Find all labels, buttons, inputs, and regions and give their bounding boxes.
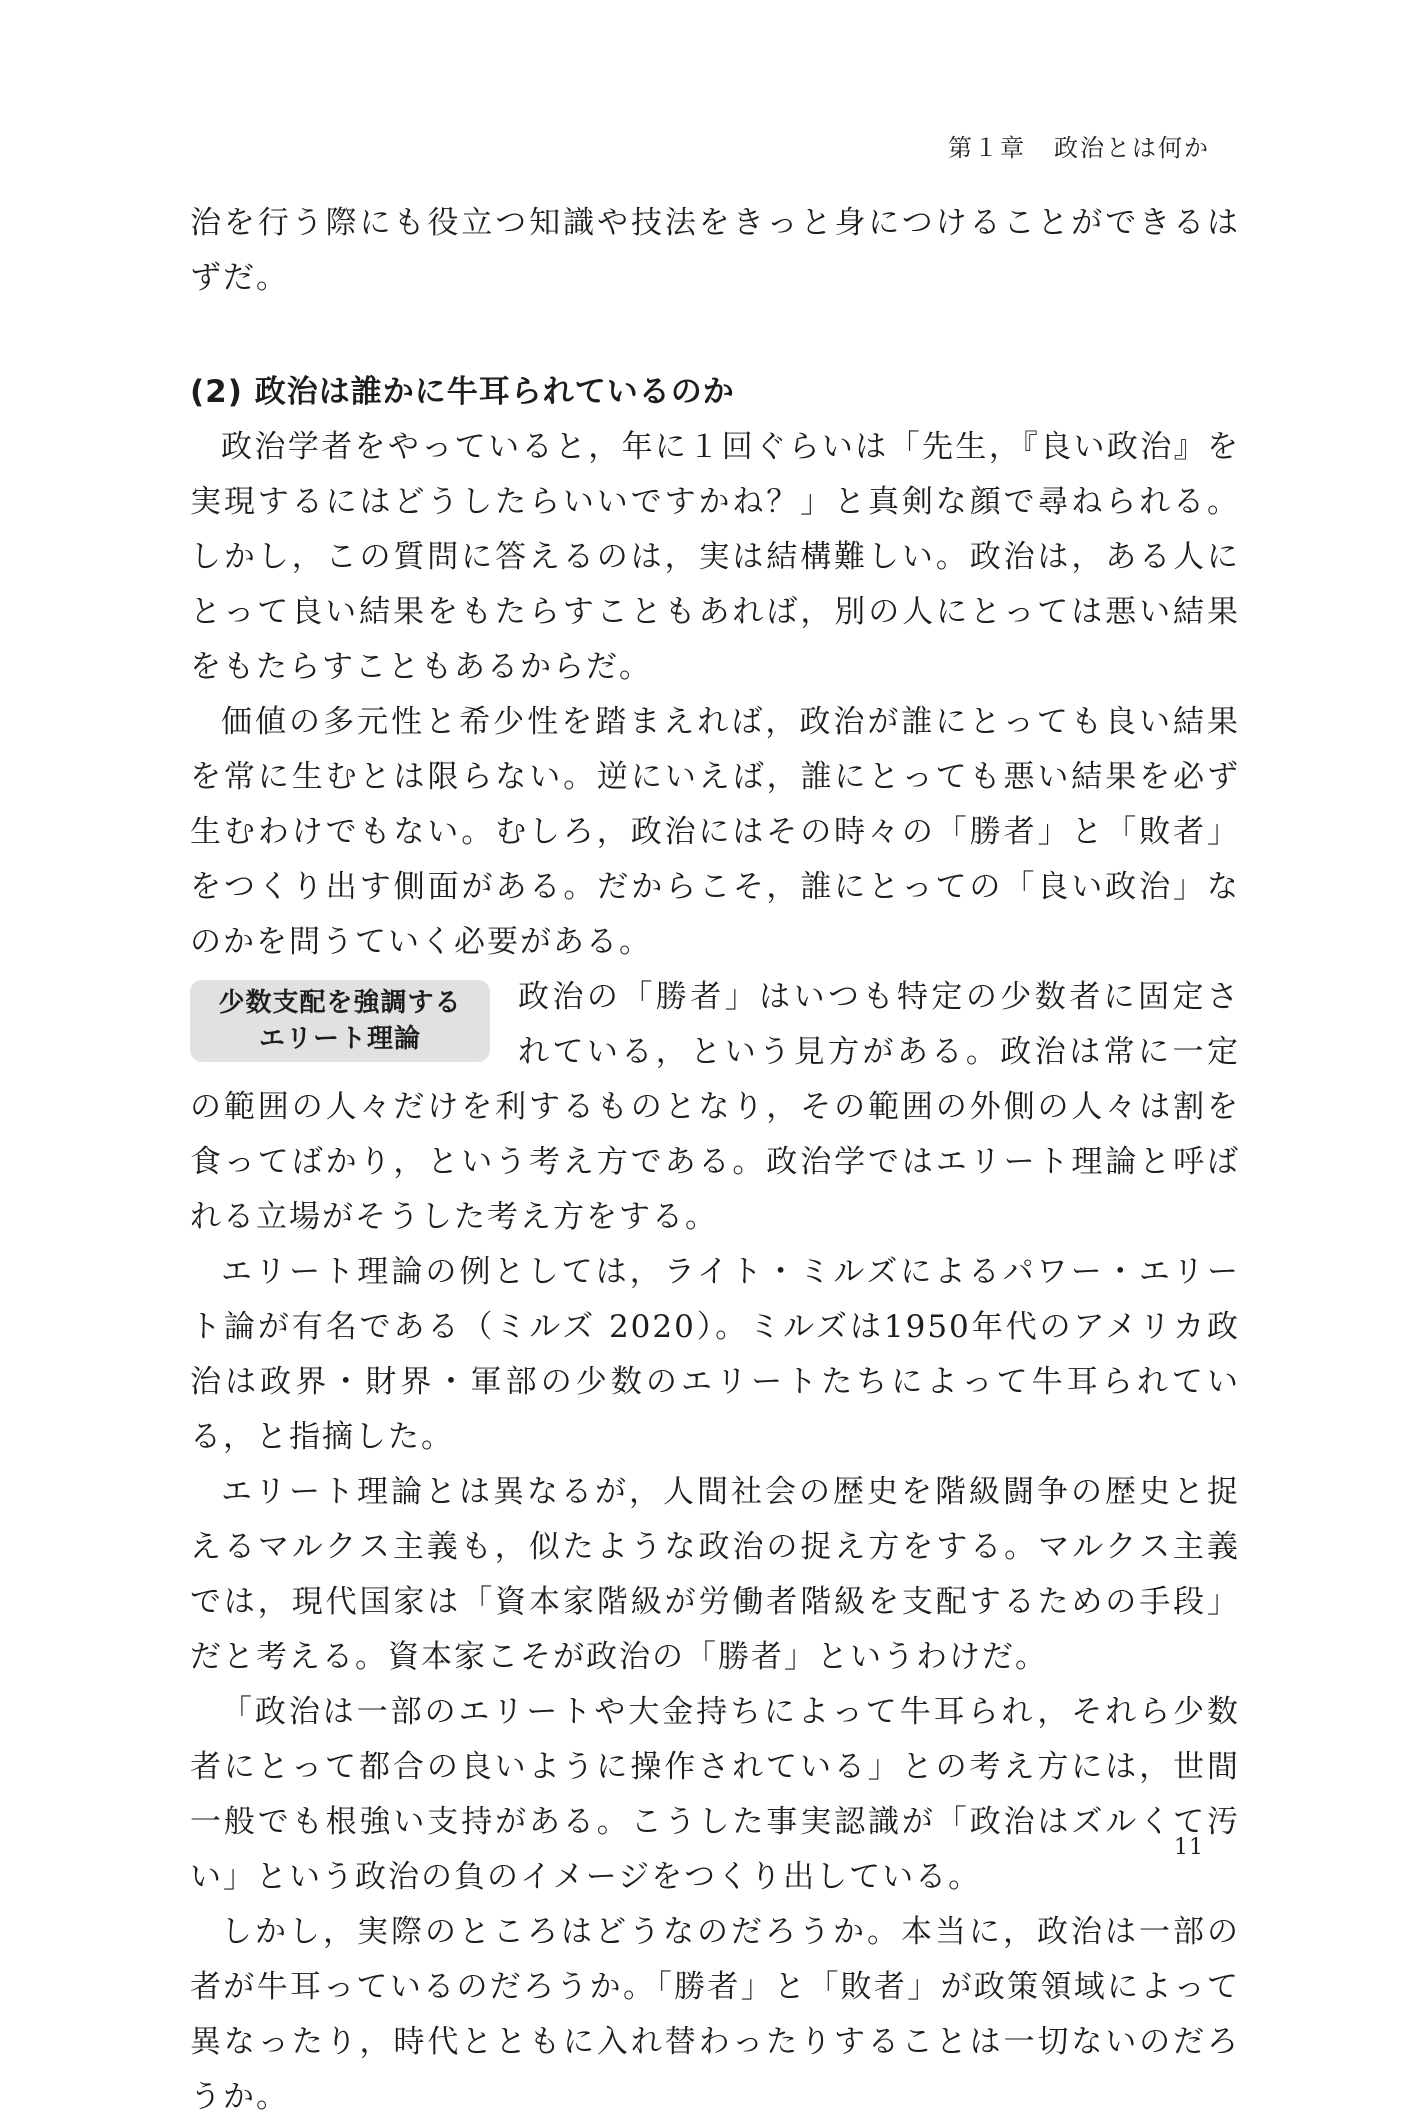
- paragraph: エリート理論とは異なるが，人間社会の歴史を階級闘争の歴史と捉えるマルクス主義も，似たような政治の捉え方をする。マルクス主義では，現代国家は「資本家階級が労働者階級を支配するための手段」だと考える。資本家こそが政治の「勝者」というわけだ。: [190, 1474, 1240, 1675]
- paragraph-continued: 治を行う際にも役立つ知識や技法をきっと身につけることができるはずだ。: [190, 205, 1240, 296]
- paragraph: 「政治は一部のエリートや大金持ちによって牛耳られ，それら少数者にとって都合の良いように操作されている」との考え方には，世間一般でも根強い支持がある。こうした事実認識が「政治はズルくて汚い」という政治の負のイメージをつくり出している。: [190, 1694, 1240, 1895]
- body-text: [190, 196, 1240, 2125]
- chapter-title: 政治とは何か: [1054, 134, 1210, 162]
- keyword-box: [190, 980, 490, 1062]
- paragraph: 政治の「勝者」はいつも特定の少数者に固定されている，という見方がある。政治は常に一定の範囲の人々だけを利するものとなり，その範囲の外側の人々は割を食ってばかり，という考え方である。政治学ではエリート理論と呼ばれる立場がそうした考え方をする。: [190, 979, 1240, 1235]
- paragraph: 政治学者をやっていると，年に１回ぐらいは「先生，『良い政治』を実現するにはどうしたらいいですかね？」と真剣な顔で尋ねられる。しかし，この質問に答えるのは，実は結構難しい。政治は，ある人にとって良い結果をもたらすこともあれば，別の人にとっては悪い結果をもたらすこともあるからだ。: [190, 429, 1240, 685]
- keyword-box-line1: 少数支配を強調する: [218, 988, 462, 1018]
- section-heading: (2) 政治は誰かに牛耳られているのか: [190, 374, 735, 410]
- chapter-label: 第１章: [948, 134, 1026, 162]
- paragraph: しかし，実際のところはどうなのだろうか。本当に，政治は一部の者が牛耳っているのだろうか。「勝者」と「敗者」が政策領域によって異なったり，時代とともに入れ替わったりすることは一切ないのだろうか。: [190, 1914, 1240, 2115]
- paragraph: エリート理論の例としては，ライト・ミルズによるパワー・エリート論が有名である（ミルズ 2020）。ミルズは1950年代のアメリカ政治は政界・財界・軍部の少数のエリートたちによって牛耳られている，と指摘した。: [190, 1254, 1240, 1455]
- keyword-box-line2: エリート理論: [258, 1024, 421, 1054]
- page-number: 11: [1174, 1835, 1204, 1860]
- running-head: [948, 128, 1210, 163]
- paragraph: 価値の多元性と希少性を踏まえれば，政治が誰にとっても良い結果を常に生むとは限らない。逆にいえば，誰にとっても悪い結果を必ず生むわけでもない。むしろ，政治にはその時々の「勝者」と「敗者」をつくり出す側面がある。だからこそ，誰にとっての「良い政治」なのかを問うていく必要がある。: [190, 704, 1240, 960]
